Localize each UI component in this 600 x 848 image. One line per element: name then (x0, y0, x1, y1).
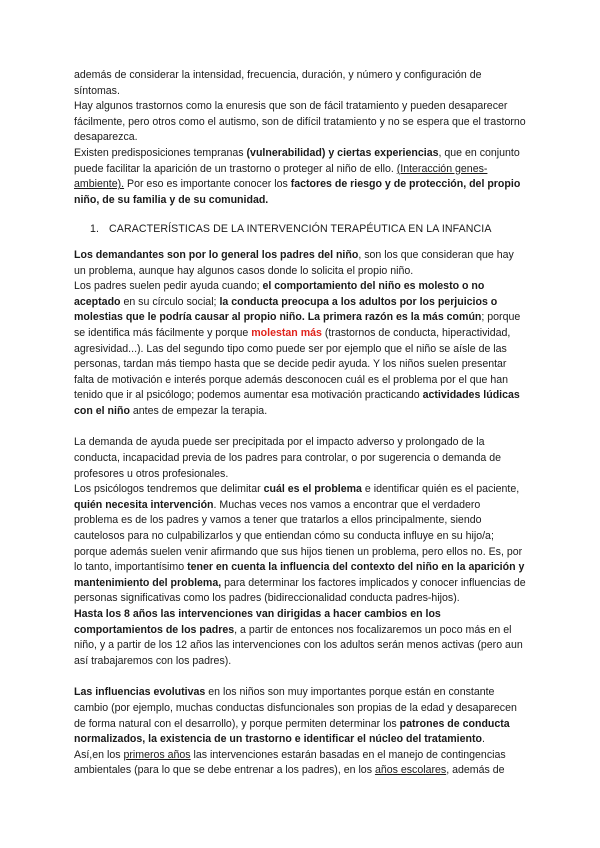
underlined-genes-ambiente: (Interacción genes-ambiente). (74, 162, 488, 191)
paragraph-demanda-ayuda: La demanda de ayuda puede ser precipitada por el impacto adverso y prolongado de la conducta, incapacidad previa de los padres para controlar, o por sugerencia o demanda de profesores u otros profesionales. (74, 436, 501, 480)
paragraph-influencias: Las influencias evolutivas en los niños son muy importantes porque están en constante cambio (por ejemplo, muchas conductas disfuncionales son propias de la edad y desaparecen de forma natural con el desarrollo), y porque permiten determinar los patrones de conducta normalizados, la existencia de un trastorno e identificar el núcleo del tratamiento. (74, 686, 517, 746)
paragraph-demandantes: Los demandantes son por lo general los padres del niño, son los que consideran que hay un problema, aunque hay algunos casos donde lo solicita el propio niño. (74, 248, 514, 277)
bold-risk-factors: factores de riesgo y de protección, del propio niño, de su familia y de su comunidad. (74, 178, 521, 206)
paragraph-pedir-ayuda: Los padres suelen pedir ayuda cuando; el comportamiento del niño es molesto o no aceptado en su círculo social; la conducta preocupa a los adultos por los perjuicios o molestias que le podría causar al propio niño. La primera razón es la más común; porque se identifica más fácilmente y porque molestan más (trastornos de conducta, hiperactividad, agresividad...). Las del segundo tipo como puede ser por ejemplo que el niño se aísle de las personas, tardan más tiempo hasta que se decide pedir ayuda. Y los niños suelen presentar falta de motivación e interés porque además desconocen cuál es el problema por el que han tenido que ir al psicólogo; podemos aumentar esa motivación practicando actividades lúdicas con el niño antes de empezar la terapia. (74, 280, 521, 417)
section-number: 1. (90, 223, 100, 236)
paragraph-disorders: Hay algunos trastornos como la enuresis que son de fácil tratamiento y pueden desaparecer fácilmente, pero otros como el autismo, son de difícil tratamiento y no se espera que el trastorno desaparezca. (74, 100, 526, 144)
paragraph-predispositions: Existen predisposiciones tempranas (vulnerabilidad) y ciertas experiencias, que en conjunto puede facilitar la aparición de un trastorno o proteger al niño de ello. (Interacción genes-ambiente). Por eso es importante conocer los factores de riesgo y de protección, del propio niño, de su familia y de su comunidad. (74, 146, 521, 206)
paragraph-edades: Hasta los 8 años las intervenciones van dirigidas a hacer cambios en los comportamientos de los padres, a partir de entonces nos focalizaremos un poco más en el niño, y a partir de los 12 años las intervenciones con los adultos serán menos activas (pero aun así trabajaremos con los padres). (74, 608, 523, 667)
highlight-molestan-mas: molestan más (251, 326, 322, 339)
section-heading (74, 222, 526, 238)
paragraph-symptoms: además de considerar la intensidad, frecuencia, duración, y número y configuración de síntomas. (74, 69, 482, 97)
paragraph-psicologos: Los psicólogos tendremos que delimitar cuál es el problema e identificar quién es el paciente, quién necesita intervención. Muchas veces nos vamos a encontrar que el verdadero problema es de los padres y vamos a tener que tratarlos a ellos principalmente, siendo cautelosos para no culpabilizarlos y que entiendan cómo su conducta influye en su hijo/a; porque además suelen venir afirmando que sus hijos tienen un problema, pero ellos no. Es, por lo tanto, importantísimo tener en cuenta la influencia del contexto del niño en la aparición y mantenimiento del problema, para determinar los factores implicados y conocer influencias de personas significativas como los padres (bidireccionalidad conducta padres-hijos). (74, 483, 526, 605)
paragraph-primeros-anos: Así,en los primeros años las intervenciones estarán basadas en el manejo de contingencias ambientales (para lo que se debe entrenar a los padres), en los años escolares, además de (74, 748, 506, 777)
document-body (74, 68, 526, 779)
bold-vulnerability: (vulnerabilidad) y ciertas experiencias (246, 146, 439, 159)
section-title: CARACTERÍSTICAS DE LA INTERVENCIÓN TERAPÉUTICA EN LA INFANCIA (109, 223, 492, 236)
